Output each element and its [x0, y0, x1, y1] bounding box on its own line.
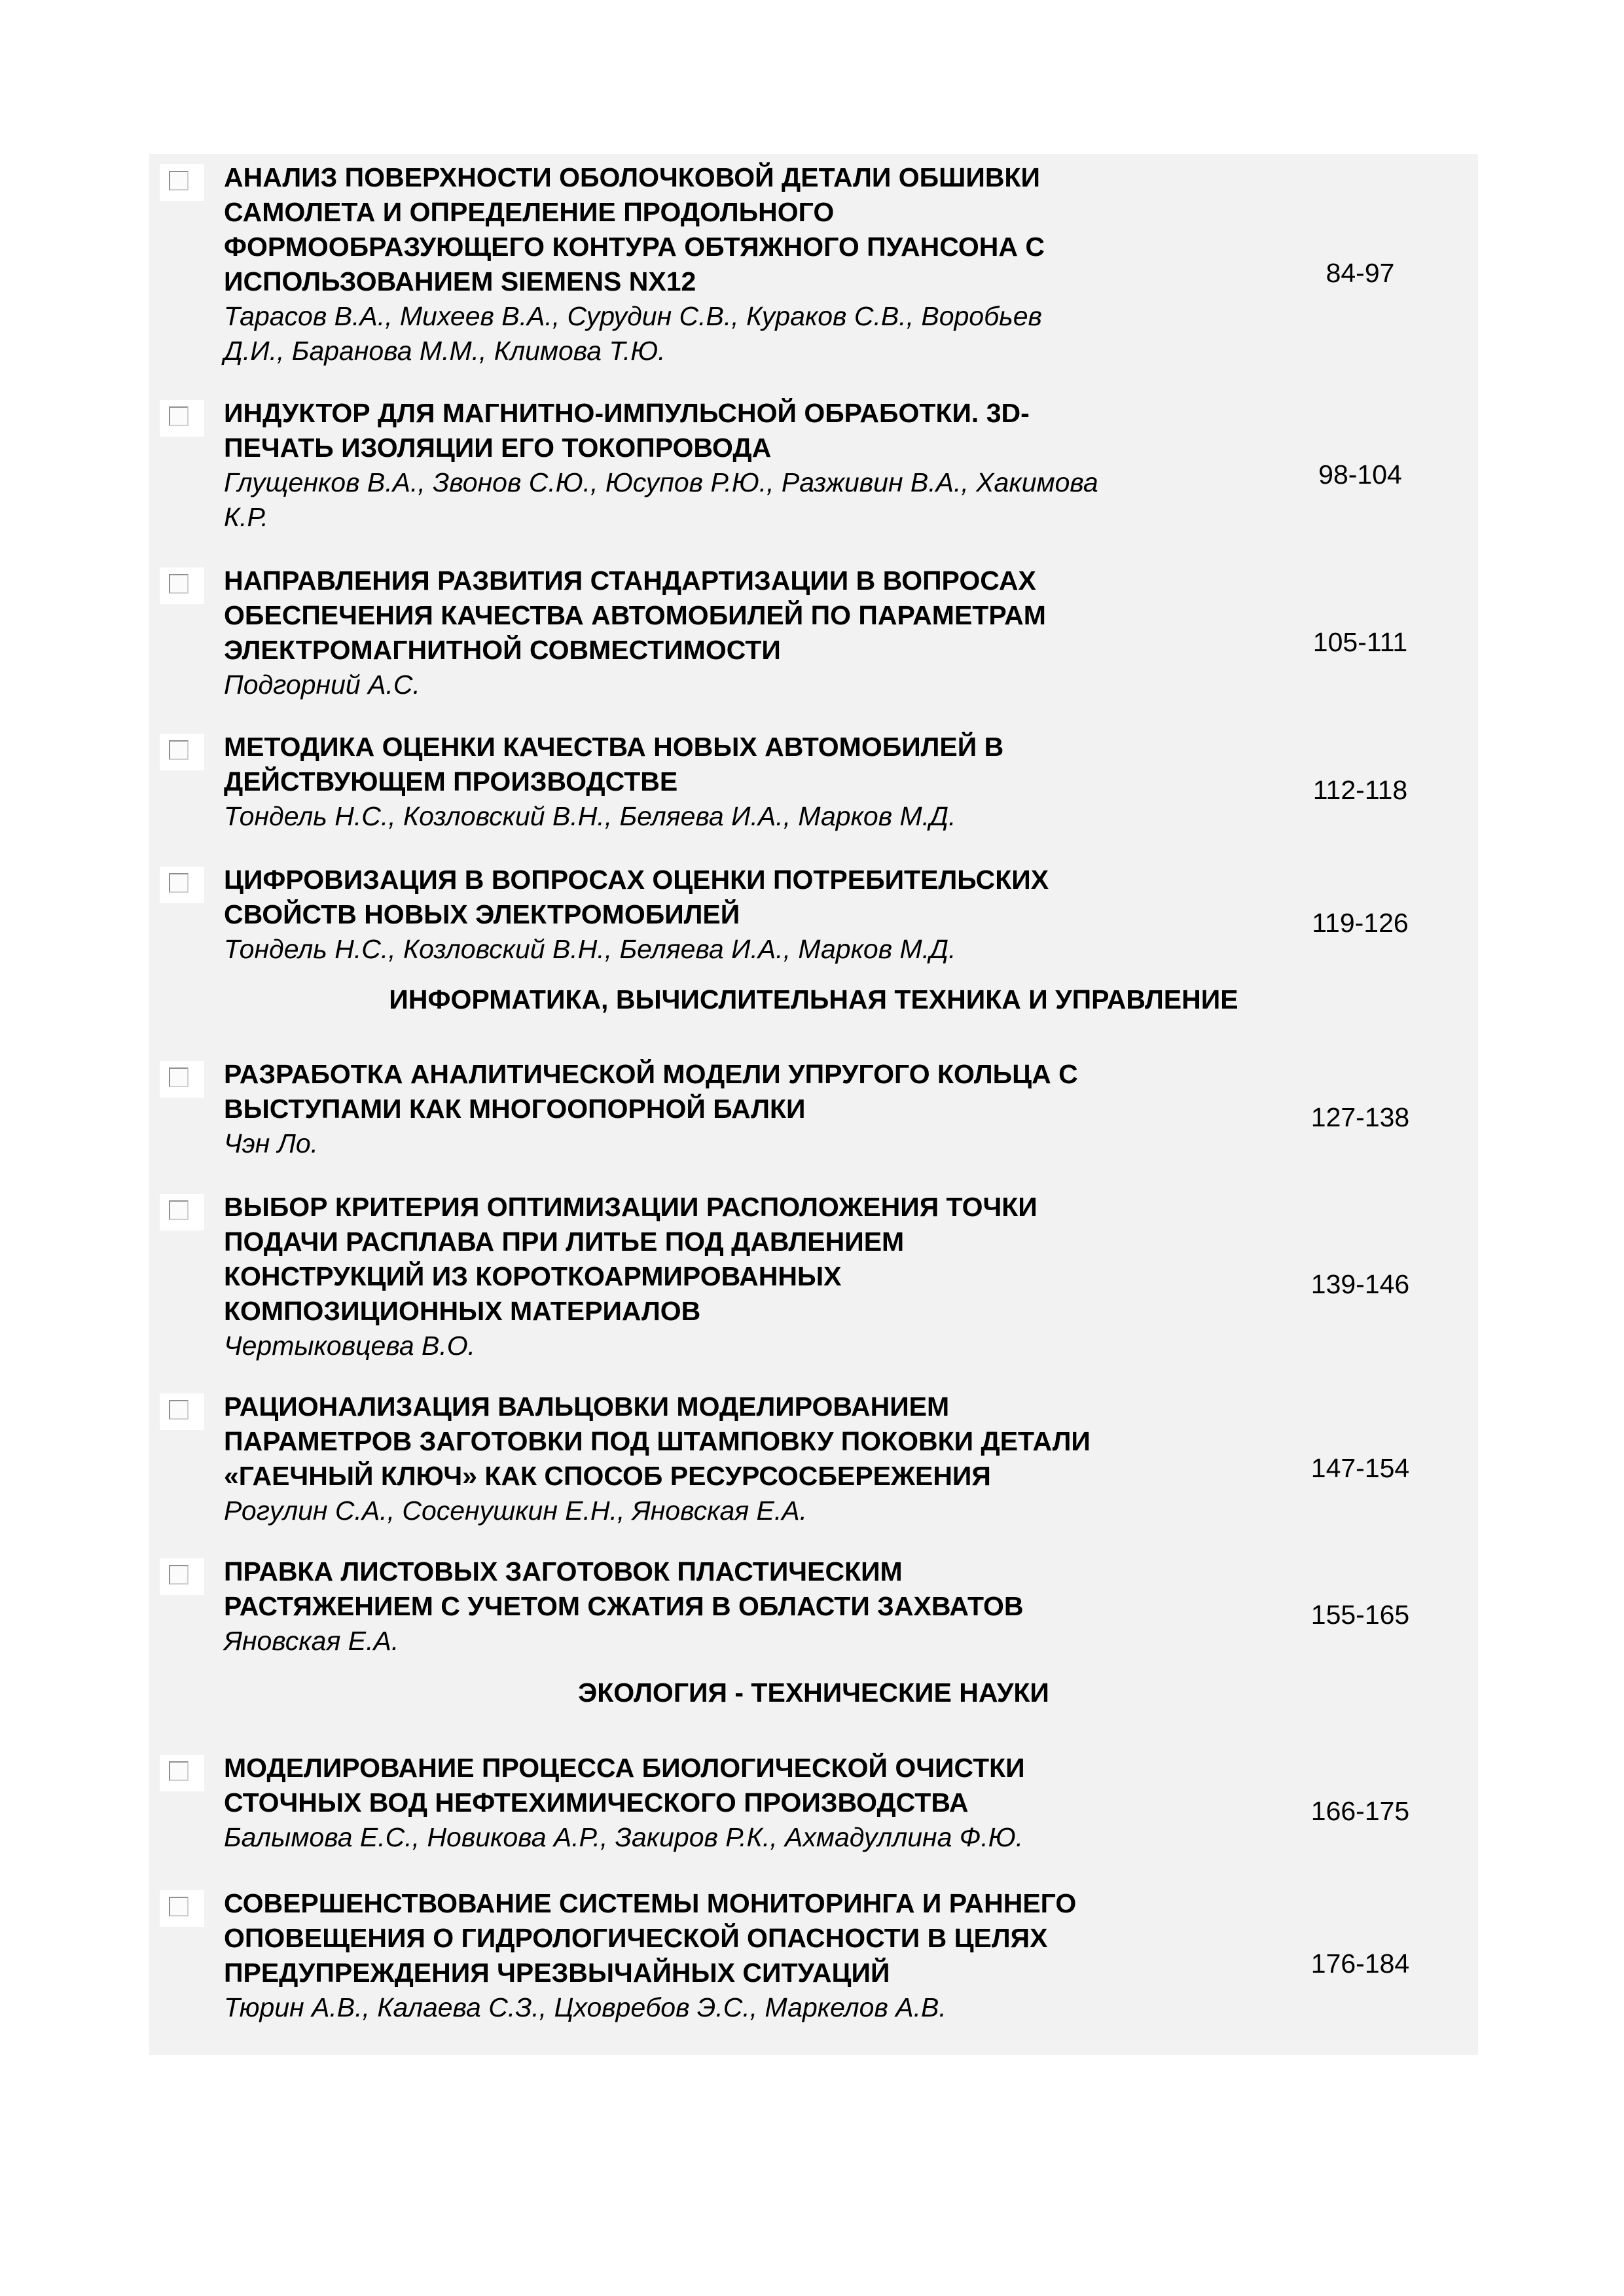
- article-title[interactable]: ПРАВКА ЛИСТОВЫХ ЗАГОТОВОК ПЛАСТИЧЕСКИМ РАСТЯЖЕНИЕМ С УЧЕТОМ СЖАТИЯ В ОБЛАСТИ ЗАХВАТОВ: [224, 1556, 1024, 1621]
- article-authors: Чэн Ло.: [224, 1128, 319, 1158]
- article-checkbox[interactable]: [160, 1755, 204, 1791]
- article-pages: 112-118: [1312, 775, 1408, 805]
- article-checkbox[interactable]: [160, 1393, 204, 1430]
- section-heading: ИНФОРМАТИКА, ВЫЧИСЛИТЕЛЬНАЯ ТЕХНИКА И УПРАВЛЕНИЕ: [389, 984, 1238, 1014]
- article-checkbox[interactable]: [160, 164, 204, 201]
- section-heading: ЭКОЛОГИЯ - ТЕХНИЧЕСКИЕ НАУКИ: [578, 1677, 1049, 1708]
- article-title[interactable]: СОВЕРШЕНСТВОВАНИЕ СИСТЕМЫ МОНИТОРИНГА И РАННЕГО ОПОВЕЩЕНИЯ О ГИДРОЛОГИЧЕСКОЙ ОПАСНОСТИ В ЦЕЛЯХ ПРЕДУПРЕЖДЕНИЯ ЧРЕЗВЫЧАЙНЫХ СИТУАЦИЙ: [224, 1888, 1077, 1988]
- checkbox-icon: [169, 1400, 189, 1420]
- article-title[interactable]: ИНДУКТОР ДЛЯ МАГНИТНО-ИМПУЛЬСНОЙ ОБРАБОТКИ. 3D- ПЕЧАТЬ ИЗОЛЯЦИИ ЕГО ТОКОПРОВОДА: [224, 398, 1030, 463]
- checkbox-icon: [169, 1067, 189, 1087]
- checkbox-icon: [169, 1200, 189, 1220]
- checkbox-icon: [169, 406, 189, 426]
- article-authors: Глущенков В.А., Звонов С.Ю., Юсупов Р.Ю., Разживин В.А., Хакимова К.Р.: [224, 467, 1098, 532]
- article-authors: Тондель Н.С., Козловский В.Н., Беляева И.А., Марков М.Д.: [224, 934, 956, 964]
- article-checkbox[interactable]: [160, 1061, 204, 1098]
- article-checkbox[interactable]: [160, 1194, 204, 1230]
- checkbox-icon: [169, 1761, 189, 1781]
- article-title[interactable]: ВЫБОР КРИТЕРИЯ ОПТИМИЗАЦИИ РАСПОЛОЖЕНИЯ ТОЧКИ ПОДАЧИ РАСПЛАВА ПРИ ЛИТЬЕ ПОД ДАВЛЕНИЕМ КОНСТРУКЦИЙ ИЗ КОРОТКОАРМИРОВАННЫХ КОМПОЗИЦИОННЫХ МАТЕРИАЛОВ: [224, 1192, 1038, 1326]
- article-pages: 105-111: [1312, 627, 1408, 657]
- checkbox-icon: [169, 740, 189, 760]
- article-authors: Подгорний А.С.: [224, 670, 420, 700]
- article-title[interactable]: РАЗРАБОТКА АНАЛИТИЧЕСКОЙ МОДЕЛИ УПРУГОГО КОЛЬЦА С ВЫСТУПАМИ КАК МНОГООПОРНОЙ БАЛКИ: [224, 1059, 1078, 1124]
- checkbox-icon: [169, 1565, 189, 1585]
- article-authors: Балымова Е.С., Новикова А.Р., Закиров Р.К., Ахмадуллина Ф.Ю.: [224, 1822, 1024, 1852]
- article-checkbox[interactable]: [160, 400, 204, 437]
- article-title[interactable]: МЕТОДИКА ОЦЕНКИ КАЧЕСТВА НОВЫХ АВТОМОБИЛЕЙ В ДЕЙСТВУЮЩЕМ ПРОИЗВОДСТВЕ: [224, 732, 1004, 797]
- article-authors: Тарасов В.А., Михеев В.А., Сурудин С.В., Кураков С.В., Воробьев Д.И., Баранова М.М., Климова Т.Ю.: [224, 301, 1042, 366]
- article-pages: 127-138: [1310, 1102, 1410, 1132]
- checkbox-icon: [169, 574, 189, 594]
- article-checkbox[interactable]: [160, 734, 204, 770]
- article-authors: Тюрин А.В., Калаева С.З., Цховребов Э.С., Маркелов А.В.: [224, 1992, 947, 2022]
- article-title[interactable]: НАПРАВЛЕНИЯ РАЗВИТИЯ СТАНДАРТИЗАЦИИ В ВОПРОСАХ ОБЕСПЕЧЕНИЯ КАЧЕСТВА АВТОМОБИЛЕЙ ПО ПАРАМЕТРАМ ЭЛЕКТРОМАГНИТНОЙ СОВМЕСТИМОСТИ: [224, 565, 1046, 665]
- article-pages: 98-104: [1318, 459, 1402, 490]
- table-of-contents: [149, 154, 1478, 2055]
- article-authors: Рогулин С.А., Сосенушкин Е.Н., Яновская Е.А.: [224, 1496, 808, 1526]
- article-title[interactable]: ЦИФРОВИЗАЦИЯ В ВОПРОСАХ ОЦЕНКИ ПОТРЕБИТЕЛЬСКИХ СВОЙСТВ НОВЫХ ЭЛЕКТРОМОБИЛЕЙ: [224, 865, 1049, 929]
- article-pages: 84-97: [1326, 258, 1395, 288]
- checkbox-icon: [169, 171, 189, 190]
- checkbox-icon: [169, 873, 189, 893]
- article-checkbox[interactable]: [160, 867, 204, 903]
- article-checkbox[interactable]: [160, 1558, 204, 1595]
- article-title[interactable]: АНАЛИЗ ПОВЕРХНОСТИ ОБОЛОЧКОВОЙ ДЕТАЛИ ОБШИВКИ САМОЛЕТА И ОПРЕДЕЛЕНИЕ ПРОДОЛЬНОГО ФОРМООБРАЗУЮЩЕГО КОНТУРА ОБТЯЖНОГО ПУАНСОНА С ИСПОЛЬЗОВАНИЕМ SIEMENS NX12: [224, 162, 1045, 296]
- article-pages: 147-154: [1310, 1453, 1410, 1483]
- article-title[interactable]: РАЦИОНАЛИЗАЦИЯ ВАЛЬЦОВКИ МОДЕЛИРОВАНИЕМ ПАРАМЕТРОВ ЗАГОТОВКИ ПОД ШТАМПОВКУ ПОКОВКИ ДЕТАЛИ «ГАЕЧНЫЙ КЛЮЧ» КАК СПОСОБ РЕСУРСОСБЕРЕЖЕНИЯ: [224, 1391, 1091, 1491]
- article-pages: 139-146: [1310, 1269, 1410, 1299]
- article-authors: Тондель Н.С., Козловский В.Н., Беляева И.А., Марков М.Д.: [224, 801, 956, 831]
- article-checkbox[interactable]: [160, 567, 204, 604]
- article-title[interactable]: МОДЕЛИРОВАНИЕ ПРОЦЕССА БИОЛОГИЧЕСКОЙ ОЧИСТКИ СТОЧНЫХ ВОД НЕФТЕХИМИЧЕСКОГО ПРОИЗВОДСТВА: [224, 1753, 1025, 1818]
- checkbox-icon: [169, 1897, 189, 1916]
- article-pages: 155-165: [1310, 1600, 1410, 1630]
- article-authors: Яновская Е.А.: [224, 1626, 399, 1656]
- article-checkbox[interactable]: [160, 1890, 204, 1927]
- article-pages: 176-184: [1310, 1948, 1410, 1979]
- article-pages: 166-175: [1310, 1796, 1410, 1826]
- article-pages: 119-126: [1312, 908, 1409, 938]
- article-authors: Чертыковцева В.О.: [224, 1331, 476, 1361]
